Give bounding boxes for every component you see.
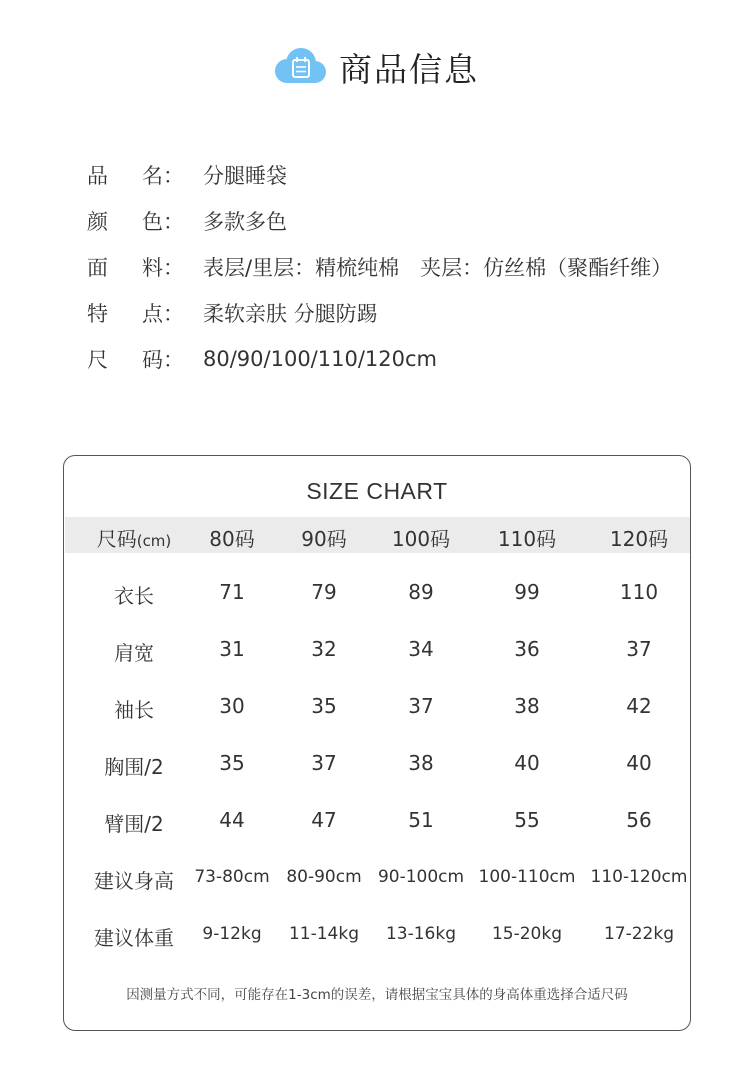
info-label: 品 名 ： xyxy=(87,164,184,188)
table-cell: 99 xyxy=(514,580,540,604)
table-cell: 38 xyxy=(514,694,540,718)
table-cell: 40 xyxy=(514,751,540,775)
table-cell: 110-120cm xyxy=(590,867,688,887)
table-cell: 110 xyxy=(619,580,659,604)
info-label: 颜 色 ： xyxy=(87,210,184,234)
product-info-list xyxy=(87,152,672,382)
table-cell: 51 xyxy=(408,808,434,832)
calendar-cloud-icon xyxy=(271,47,329,87)
table-cell: 31 xyxy=(219,637,245,661)
size-column-header: 120码 xyxy=(609,527,669,551)
info-row-features xyxy=(87,290,672,336)
info-label: 面 料 ： xyxy=(87,256,184,280)
info-value: 柔软亲肤 分腿防踢 xyxy=(203,302,378,326)
table-cell: 90-100cm xyxy=(377,867,465,887)
table-cell: 13-16kg xyxy=(385,924,457,944)
row-label: 建议身高 xyxy=(94,869,174,893)
info-value: 80/90/100/110/120cm xyxy=(203,347,437,371)
size-chart-title: SIZE CHART xyxy=(306,478,448,504)
info-row-color xyxy=(87,198,672,244)
table-cell: 40 xyxy=(626,751,652,775)
table-cell: 11-14kg xyxy=(288,924,360,944)
size-column-header: 80码 xyxy=(209,527,255,551)
table-cell: 30 xyxy=(219,694,245,718)
table-cell: 56 xyxy=(626,808,652,832)
info-row-size xyxy=(87,336,672,382)
table-cell: 15-20kg xyxy=(491,924,563,944)
table-cell: 32 xyxy=(311,637,337,661)
info-row-fabric xyxy=(87,244,672,290)
measurement-note: 因测量方式不同，可能存在1-3cm的误差，请根据宝宝具体的身高体重选择合适尺码 xyxy=(126,987,628,1003)
table-cell: 37 xyxy=(626,637,652,661)
row-label: 建议体重 xyxy=(94,926,174,950)
table-cell: 55 xyxy=(514,808,540,832)
info-row-name xyxy=(87,152,672,198)
section-header xyxy=(0,42,750,92)
size-column-header: 110码 xyxy=(497,527,557,551)
section-title: 商品信息 xyxy=(339,49,479,89)
table-cell: 9-12kg xyxy=(202,924,262,944)
info-value: 多款多色 xyxy=(203,210,287,234)
table-cell: 17-22kg xyxy=(603,924,675,944)
table-cell: 73-80cm xyxy=(194,867,270,887)
row-label: 胸围/2 xyxy=(104,755,164,779)
size-column-header: 90码 xyxy=(301,527,347,551)
size-column-header: 100码 xyxy=(391,527,451,551)
table-cell: 71 xyxy=(219,580,245,604)
row-label: 衣长 xyxy=(114,584,154,608)
table-cell: 36 xyxy=(514,637,540,661)
table-cell: 44 xyxy=(219,808,245,832)
row-label: 臂围/2 xyxy=(104,812,164,836)
table-cell: 79 xyxy=(311,580,337,604)
table-cell: 80-90cm xyxy=(286,867,362,887)
table-cell: 38 xyxy=(408,751,434,775)
info-label: 尺 码 ： xyxy=(87,348,184,372)
table-cell: 89 xyxy=(408,580,434,604)
table-cell: 37 xyxy=(408,694,434,718)
table-cell: 37 xyxy=(311,751,337,775)
size-chart-card xyxy=(63,455,691,1031)
row-label: 肩宽 xyxy=(114,641,154,665)
table-cell: 35 xyxy=(311,694,337,718)
table-cell: 100-110cm xyxy=(478,867,576,887)
size-header-label xyxy=(97,523,172,552)
table-cell: 47 xyxy=(311,808,337,832)
row-label: 袖长 xyxy=(114,698,154,722)
size-header-text: 尺码 xyxy=(96,527,137,551)
info-value: 表层/里层：精梳纯棉 夹层：仿丝棉（聚酯纤维） xyxy=(203,256,673,280)
table-cell: 42 xyxy=(626,694,652,718)
info-value: 分腿睡袋 xyxy=(203,164,287,188)
table-cell: 34 xyxy=(408,637,434,661)
info-label: 特 点 ： xyxy=(87,302,184,326)
table-cell: 35 xyxy=(219,751,245,775)
size-header-unit: (cm) xyxy=(136,532,172,550)
